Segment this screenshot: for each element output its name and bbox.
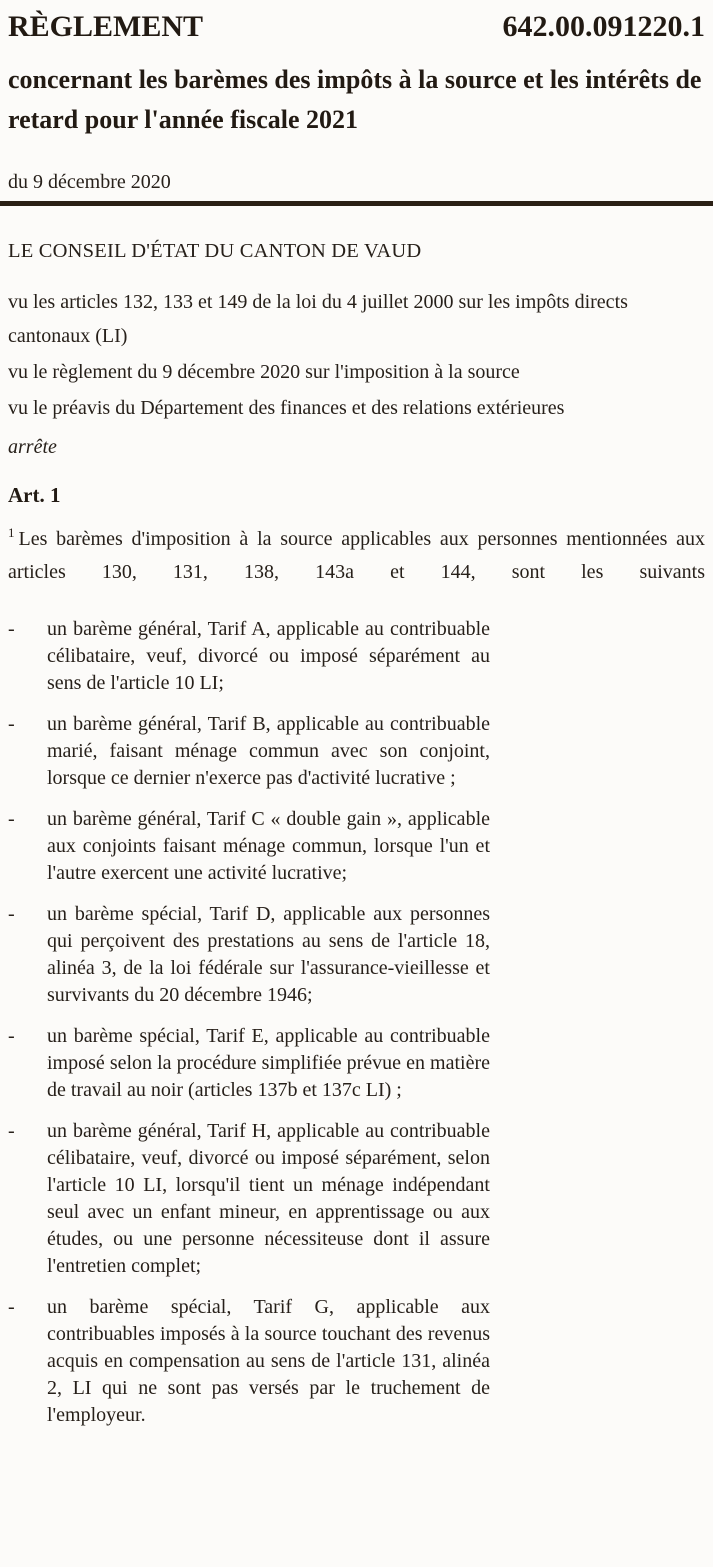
list-dash-marker: - xyxy=(8,808,15,830)
document-date: du 9 décembre 2020 xyxy=(8,171,171,193)
paragraph-note-marker: 1 xyxy=(8,525,15,541)
list-dash-marker: - xyxy=(8,713,15,735)
tariff-item-h-text: un barème général, Tarif H, applicable au contribuable célibataire, veuf, divorcé ou imposé séparément, selon l'article 10 LI, lorsqu'il tient un ménage indépendant seul avec un enfant mineur, en apprentissage ou aux études, ou une personne nécessiteuse dont il assure l'entretien complet; xyxy=(47,1120,490,1277)
tariff-item-a-text: un barème général, Tarif A, applicable au contribuable célibataire, veuf, divorcé ou imposé séparément au sens de l'article 10 LI; xyxy=(47,618,490,694)
tariff-list xyxy=(8,616,705,1429)
horizontal-rule xyxy=(0,201,713,206)
tariff-item-b xyxy=(8,711,490,792)
tariff-item-a xyxy=(8,616,490,697)
document-header xyxy=(8,8,705,46)
article-1-paragraph xyxy=(8,523,705,589)
tariff-item-d-text: un barème spécial, Tarif D, applicable aux personnes qui perçoivent des prestations au sens de l'article 18, alinéa 3, de la loi fédérale sur l'assurance-vieillesse et survivants du 20 décembre 1946; xyxy=(47,903,490,1006)
recital-1: vu les articles 132, 133 et 149 de la loi du 4 juillet 2000 sur les impôts directs cantonaux (LI) xyxy=(8,291,628,347)
tariff-item-h xyxy=(8,1118,490,1280)
tariff-item-e xyxy=(8,1023,490,1104)
document-reference-number: 642.00.091220.1 xyxy=(502,10,705,43)
tariff-item-c-text: un barème général, Tarif C « double gain », applicable aux conjoints faisant ménage commun, lorsque l'un et l'autre exercent une activité lucrative; xyxy=(47,808,490,884)
tariff-item-g-text: un barème spécial, Tarif G, applicable aux contribuables imposés à la source touchant des revenus acquis en compensation au sens de l'article 131, alinéa 2, LI qui ne sont pas versés par le truchement de l'employeur. xyxy=(47,1296,490,1426)
document-type-label: RÈGLEMENT xyxy=(8,10,204,43)
list-dash-marker: - xyxy=(8,1296,15,1318)
document-title: concernant les barèmes des impôts à la source et les intérêts de retard pour l'année fiscale 2021 xyxy=(8,65,702,134)
issuing-authority: LE CONSEIL D'ÉTAT DU CANTON DE VAUD xyxy=(8,240,422,262)
tariff-item-b-text: un barème général, Tarif B, applicable au contribuable marié, faisant ménage commun avec son conjoint, lorsque ce dernier n'exerce pas d'activité lucrative ; xyxy=(47,713,490,789)
tariff-item-c xyxy=(8,806,490,887)
list-dash-marker: - xyxy=(8,903,15,925)
recital-3: vu le préavis du Département des finances et des relations extérieures xyxy=(8,397,565,419)
enacting-word: arrête xyxy=(8,436,57,458)
tariff-item-e-text: un barème spécial, Tarif E, applicable au contribuable imposé selon la procédure simplifiée prévue en matière de travail au noir (articles 137b et 137c LI) ; xyxy=(47,1025,490,1101)
tariff-item-d xyxy=(8,901,490,1009)
list-dash-marker: - xyxy=(8,1120,15,1142)
recital-2: vu le règlement du 9 décembre 2020 sur l'imposition à la source xyxy=(8,361,520,383)
tariff-item-g xyxy=(8,1294,490,1429)
article-1-heading: Art. 1 xyxy=(8,483,61,507)
article-1-paragraph-text: Les barèmes d'imposition à la source applicables aux personnes mentionnées aux articles 130, 131, 138, 143a et 144, sont les suivants xyxy=(8,528,705,583)
list-dash-marker: - xyxy=(8,1025,15,1047)
list-dash-marker: - xyxy=(8,618,15,640)
